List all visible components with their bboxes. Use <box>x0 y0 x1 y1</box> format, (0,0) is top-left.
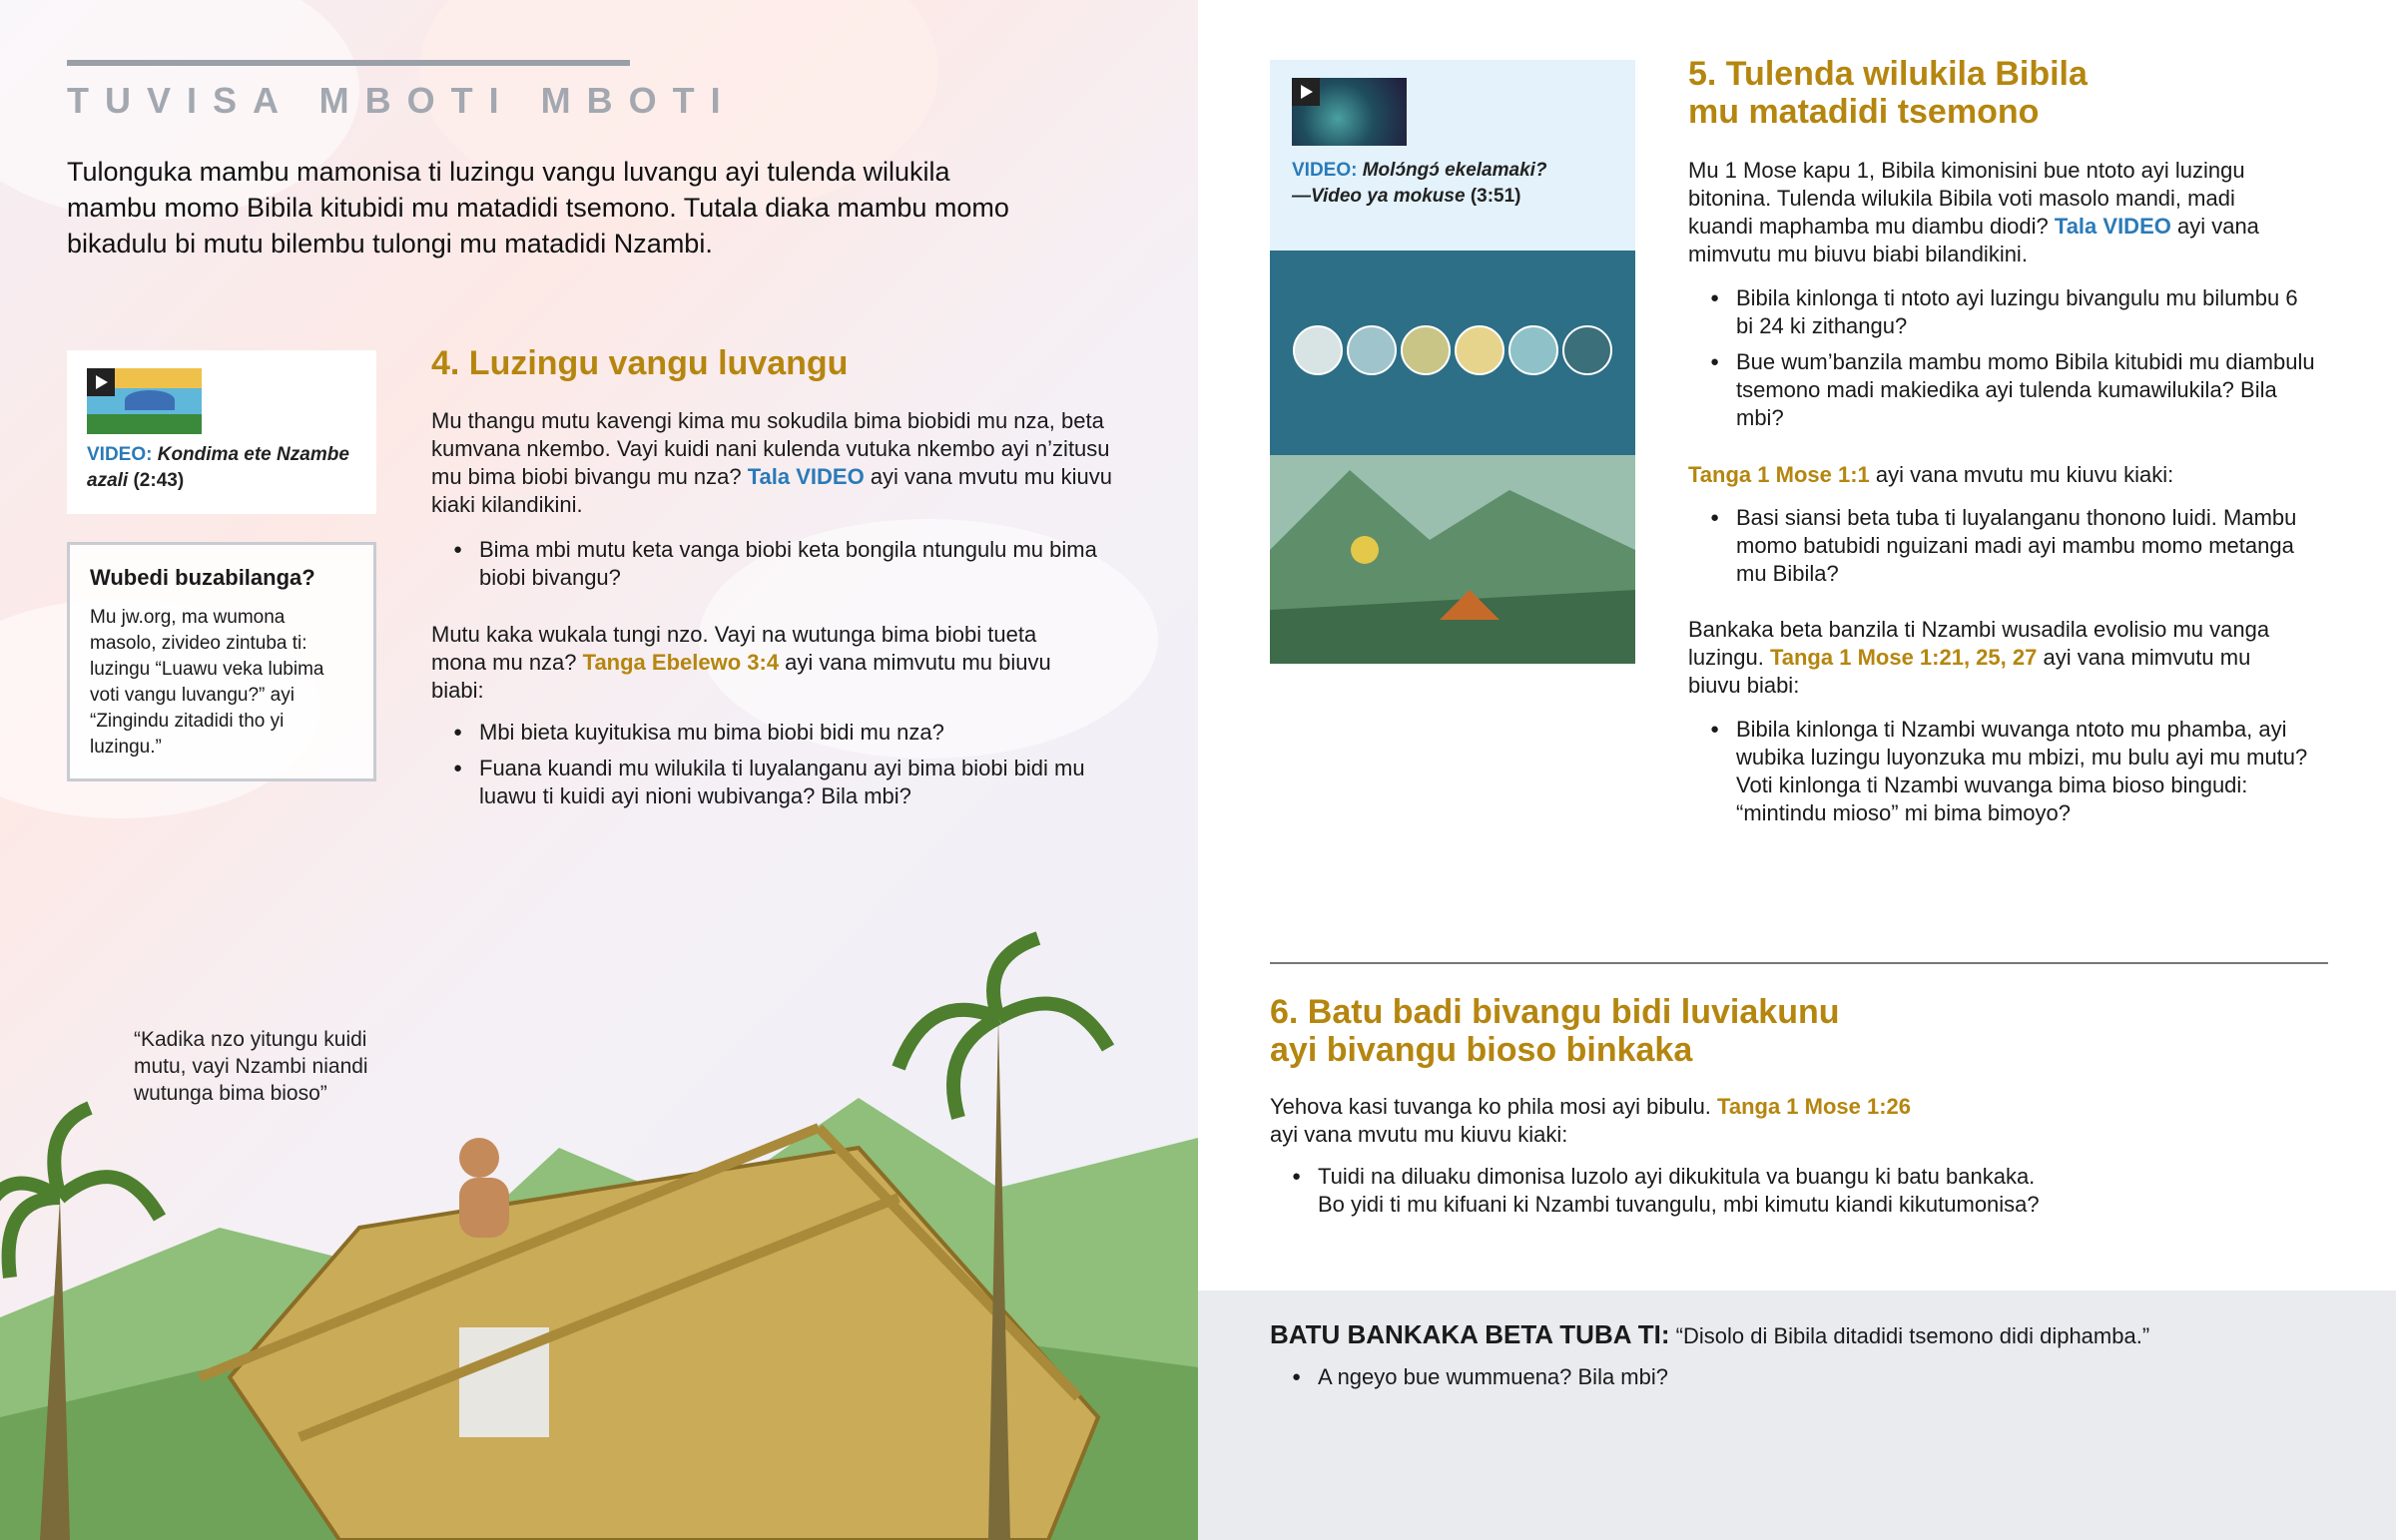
paragraph-text: Bankaka beta banzila ti Nzambi wusadila evolisio mu vanga luzingu. <box>1688 617 2270 670</box>
section-4-questions-1 <box>431 536 1128 600</box>
others-say-quote: “Disolo di Bibila ditadidi tsemono didi diphamba.” <box>1675 1323 2150 1348</box>
title-line: 6. Batu badi bivangu bidi luviakunu <box>1270 993 1840 1031</box>
section-5-questions-2 <box>1688 504 2315 596</box>
question-item: ● Bibila kinlonga ti ntoto ayi luzingu bivangulu mu bilumbu 6 bi 24 ki zithangu? <box>1736 284 2315 340</box>
paragraph-text: Mutu kaka wukala tungi nzo. Vayi na wutunga bima biobi tueta mona mu nza? <box>431 622 1037 675</box>
video-thumbnail[interactable] <box>1292 78 1407 146</box>
others-say-questions <box>1270 1363 2216 1399</box>
title-line: ayi bivangu bioso binkaka <box>1270 1031 1693 1069</box>
creation-illustration <box>1270 251 1635 664</box>
question-item: ● Bima mbi mutu keta vanga biobi keta bongila ntungulu mu bima biobi bivangu? <box>479 536 1128 592</box>
infobox-heading: Wubedi buzabilanga? <box>90 565 315 590</box>
section-title: TUVISA MBOTI MBOTI <box>67 80 737 121</box>
video-caption <box>87 442 356 494</box>
section-4-paragraph-1 <box>431 407 1130 519</box>
question-line: Bo yidi ti mu kifuani ki Nzambi tuvangulu, mbi kimutu kiandi kikutumonisa? <box>1318 1192 2040 1217</box>
pull-quote: “Kadika nzo yitungu kuidi mutu, vayi Nzambi niandi wutunga bima bioso” <box>134 1028 368 1105</box>
video-subtitle: —Video ya mokuse <box>1292 186 1466 207</box>
section-5-paragraph-2 <box>1688 461 2287 489</box>
intro-paragraph: Tulonguka mambu mamonisa ti luzingu vangu luvangu ayi tulenda wilukila mambu momo Bibila kitubidi mu matadidi tsemono. Tutala diaka mambu momo bikadulu bi mutu bilembu tulongi mu matadidi Nzambi. <box>67 157 1009 258</box>
creation-day-icon <box>1563 326 1611 374</box>
section-6-paragraph <box>1270 1093 1969 1149</box>
section-5-paragraph-1 <box>1688 157 2287 268</box>
others-say-lead: BATU BANKAKA BETA TUBA TI: <box>1270 1319 1670 1349</box>
creation-day-icon <box>1294 326 1342 374</box>
watch-video-link[interactable]: Tala VIDEO <box>2054 214 2171 239</box>
section-5-title <box>1688 55 2088 131</box>
title-line: 5. Tulenda wilukila Bibila <box>1688 55 2088 93</box>
title-line: mu matadidi tsemono <box>1688 93 2040 131</box>
paragraph-text: ayi vana mvutu mu kiuvu kiaki: <box>1270 1122 1568 1147</box>
paragraph-text: ayi vana mimvutu mu biuvu biabi: <box>431 650 1051 703</box>
video-card[interactable] <box>67 350 376 514</box>
play-icon[interactable] <box>87 368 115 396</box>
question-item: ● Bue wum’banzila mambu momo Bibila kitubidi mu diambulu tsemono madi makiedika ayi tulenda kumawilukila? Bila mbi? <box>1736 348 2315 432</box>
video-label: VIDEO: <box>87 444 153 465</box>
video-title[interactable]: Molɔ́ngɔ́ ekelamaki? <box>1362 160 1547 181</box>
question-item: ● Fuana kuandi mu wilukila ti luyalanganu ayi bima biobi bidi mu luawu ti kuidi ayi nioni wubivanga? Bila mbi? <box>479 755 1118 810</box>
question-item: ● A ngeyo bue wummuena? Bila mbi? <box>1318 1363 2216 1391</box>
scripture-link[interactable]: Tanga Ebelewo 3:4 <box>582 650 780 675</box>
section-divider <box>1270 962 2328 964</box>
play-icon[interactable] <box>1292 78 1320 106</box>
question-item: ● Bibila kinlonga ti Nzambi wuvanga ntoto mu phamba, ayi wubika luzingu luyonzuka mu mbizi, mu bulu ayi mu mutu? Voti kinlonga ti Nzambi wuvanga bima bioso bingudi: “mintindu mioso” mi bima bimoyo? <box>1736 716 2315 827</box>
scripture-link[interactable]: Tanga 1 Mose 1:1 <box>1688 462 1870 487</box>
scripture-link[interactable]: Tanga 1 Mose 1:26 <box>1717 1094 1912 1119</box>
video-thumbnail[interactable] <box>87 368 202 434</box>
section-4-paragraph-2 <box>431 621 1070 705</box>
section-6-title <box>1270 993 1840 1069</box>
person-figure <box>459 1138 499 1178</box>
hut-illustration <box>0 898 1198 1540</box>
video-duration: (3:51) <box>1470 186 1521 207</box>
section-6-questions <box>1270 1163 2216 1227</box>
infobox-text: Mu jw.org, ma wumona masolo, zivideo zintuba ti: luzingu “Luawu veka lubima voti vangu luvangu?” ayi “Zingindu zitadidi tho yi luzingu.” <box>90 607 324 758</box>
video-label: VIDEO: <box>1292 160 1358 181</box>
header-rule <box>67 60 630 66</box>
scripture-link[interactable]: Tanga 1 Mose 1:21, 25, 27 <box>1769 645 2038 670</box>
paragraph-text: Mu 1 Mose kapu 1, Bibila kimonisini bue ntoto ayi luzingu bitonina. Tulenda wilukila Bibila voti masolo mandi, madi kuandi maphamba mu diambu diodi? <box>1688 158 2245 239</box>
section-5-paragraph-3 <box>1688 616 2277 700</box>
section-5-questions-1 <box>1688 284 2315 440</box>
video-duration: (2:43) <box>133 470 185 491</box>
paragraph-text: Yehova kasi tuvanga ko phila mosi ayi bibulu. <box>1270 1094 1718 1119</box>
palm-leaves <box>0 1108 160 1278</box>
creation-day-icon <box>1402 326 1450 374</box>
question-item: ● Basi siansi beta tuba ti luyalanganu thonono luidi. Mambu momo batubidi nguizani madi ayi mambu momo metanga mu Bibila? <box>1736 504 2315 588</box>
did-you-know-box <box>67 542 376 781</box>
person-body <box>459 1178 509 1238</box>
palm-leaves <box>898 938 1108 1118</box>
section-4-title: 4. Luzingu vangu luvangu <box>431 344 849 382</box>
question-item: ● Mbi bieta kuyitukisa mu bima biobi bidi mu nza? <box>479 719 1118 747</box>
bird-figure <box>1351 536 1379 564</box>
watch-video-link[interactable]: Tala VIDEO <box>747 464 865 489</box>
creation-day-icon <box>1348 326 1396 374</box>
section-4-questions-2 <box>431 719 1118 818</box>
paragraph-text: Mu thangu mutu kavengi kima mu sokudila bima biobidi mu nza, beta kumvana nkembo. Vayi kuidi nani kulenda vutuka nkembo ayi n’zitusu mu bima biobi bivangu mu nza? <box>431 408 1110 489</box>
creation-day-icon <box>1509 326 1557 374</box>
video-card[interactable] <box>1270 60 1635 664</box>
video-caption <box>1292 158 1613 210</box>
others-say-content <box>1270 1319 2149 1351</box>
creation-day-icon <box>1456 326 1503 374</box>
video-title[interactable]: Kondima ete Nzambe azali <box>87 444 349 491</box>
question-line: Tuidi na diluaku dimonisa luzolo ayi dikukitula va buangu ki batu bankaka. <box>1318 1164 2036 1189</box>
paragraph-text: ayi vana mimvutu mu biuvu biabi bilandikini. <box>1688 214 2259 266</box>
thumbnail-art <box>125 390 175 410</box>
paragraph-text: ayi vana mvutu mu kiuvu kiaki kilandikini. <box>431 464 1112 517</box>
question-item <box>1318 1163 2216 1219</box>
paragraph-text: ayi vana mvutu mu kiuvu kiaki: <box>1869 462 2174 487</box>
section-5-questions-3 <box>1688 716 2315 835</box>
paragraph-text: ayi vana mimvutu mu biuvu biabi: <box>1688 645 2251 698</box>
right-page <box>1198 0 2396 1540</box>
